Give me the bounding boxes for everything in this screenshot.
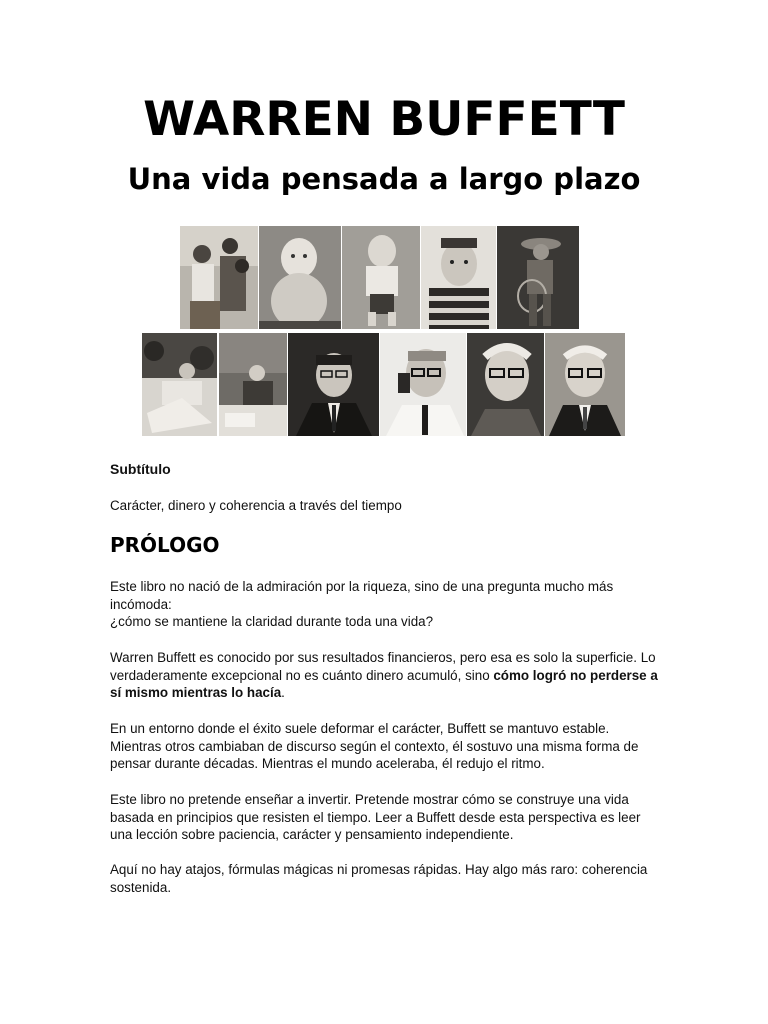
- baby-photo: [259, 226, 341, 329]
- prologue-p1-line1: Este libro no nació de la admiración por la riqueza, sino de una pregunta mucho más incómoda:: [110, 579, 614, 612]
- cowboy-child-photo: [497, 226, 579, 329]
- book-subtitle: Una vida pensada a largo plazo: [127, 162, 641, 196]
- man-with-glasses-photo: [288, 333, 379, 436]
- prologue-p2-bold: cómo logró no perderse a sí mismo mientras lo hacía: [110, 667, 658, 700]
- prologue-p2-end: .: [281, 685, 285, 700]
- prologue-heading: PRÓLOGO: [110, 533, 220, 557]
- prologue-paragraph-3: En un entorno donde el éxito suele deformar el carácter, Buffett se mantuvo estable. Mientras otros cambiaban de discurso según el contexto, él sostuvo una misma forma de pensar durante décadas. Mientras el mundo aceleraba, él redujo el ritmo.: [110, 721, 639, 771]
- young-man-reclining-photo: [142, 333, 217, 436]
- prologue-paragraph-1: [110, 578, 658, 631]
- elderly-man-photo: [545, 333, 625, 436]
- subtitle-text: Carácter, dinero y coherencia a través del tiempo: [110, 498, 402, 513]
- book-title: WARREN BUFFETT: [143, 92, 625, 147]
- prologue-paragraph-4: Este libro no pretende enseñar a invertir. Pretende mostrar cómo se construye una vida basada en principios que resisten el tiempo. Leer a Buffett desde esta perspectiva es leer una lección sobre paciencia, carácter y pensamiento independiente.: [110, 792, 641, 842]
- family-photo: [180, 226, 258, 329]
- boy-photo: [421, 226, 496, 329]
- prologue-paragraph-5: Aquí no hay atajos, fórmulas mágicas ni promesas rápidas. Hay algo más raro: coherencia sostenida.: [110, 862, 648, 895]
- subtitle-label: Subtítulo: [110, 461, 171, 477]
- man-at-desk-photo: [219, 333, 287, 436]
- prologue-p1-line2: ¿cómo se mantiene la claridad durante toda una vida?: [110, 614, 434, 629]
- prologue-p2-text: Warren Buffett es conocido por sus resultados financieros, pero esa es solo la superficie. Lo verdaderamente excepcional no es cuánto dinero acumuló, sino: [110, 650, 656, 683]
- toddler-photo: [342, 226, 420, 329]
- man-on-phone-photo: [380, 333, 466, 436]
- older-man-photo: [467, 333, 544, 436]
- prologue-paragraph-2: [110, 649, 658, 702]
